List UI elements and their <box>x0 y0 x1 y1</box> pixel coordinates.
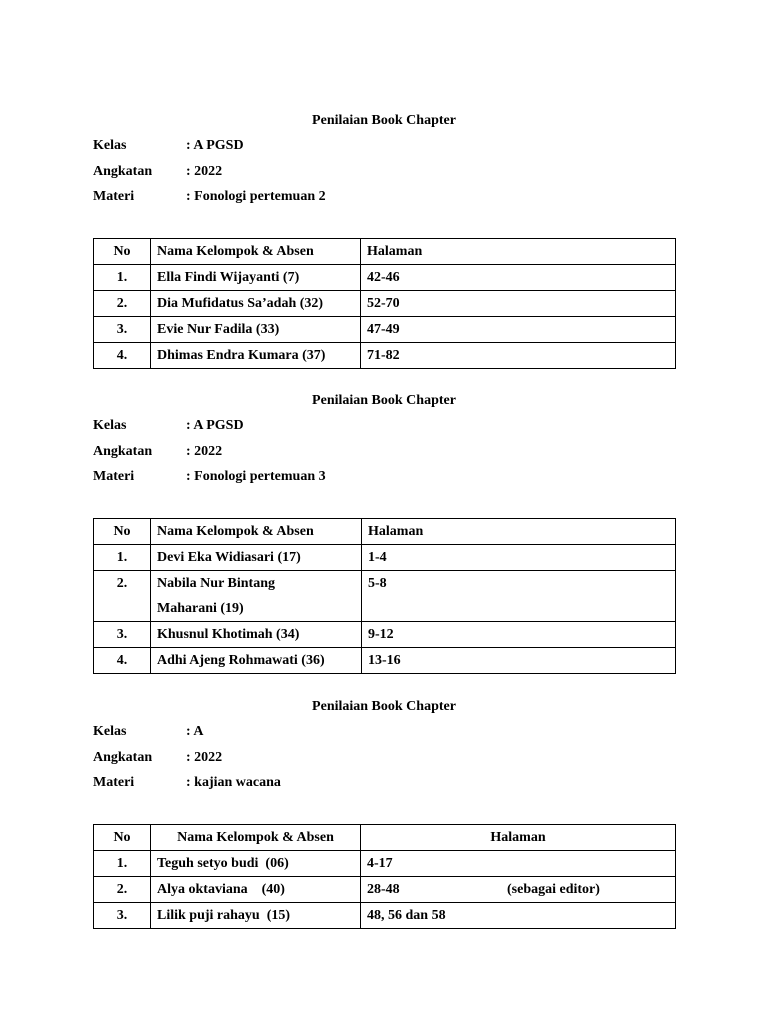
group-table <box>93 518 676 674</box>
row-pages: 52-70 <box>361 291 676 317</box>
angkatan-value: : 2022 <box>186 444 223 459</box>
table-row <box>94 343 676 369</box>
row-pages: 13-16 <box>362 648 676 674</box>
row-name: Alya oktaviana (40) <box>151 877 361 903</box>
row-name: Dhimas Endra Kumara (37) <box>151 343 361 369</box>
row-pages-cell <box>361 877 676 903</box>
row-name: Ella Findi Wijayanti (7) <box>151 265 361 291</box>
table-row <box>94 903 676 929</box>
header-pages: Halaman <box>361 825 676 851</box>
row-pages: 5-8 <box>362 571 676 622</box>
row-name: Devi Eka Widiasari (17) <box>151 545 362 571</box>
header-no: No <box>94 239 151 265</box>
table-row <box>94 622 676 648</box>
row-note: (sebagai editor) <box>507 882 600 897</box>
angkatan-label: Angkatan <box>93 164 153 179</box>
row-pages: 42-46 <box>361 265 676 291</box>
table-row <box>94 877 676 903</box>
row-pages: 28-48 <box>367 882 400 897</box>
angkatan-value: : 2022 <box>186 750 223 765</box>
kelas-label: Kelas <box>93 138 127 153</box>
row-no: 4. <box>94 648 151 674</box>
row-pages: 9-12 <box>362 622 676 648</box>
header-pages: Halaman <box>362 519 676 545</box>
table-row <box>94 851 676 877</box>
table-row <box>94 648 676 674</box>
section-title: Penilaian Book Chapter <box>312 393 456 408</box>
row-no: 1. <box>94 265 151 291</box>
materi-value: : Fonologi pertemuan 3 <box>186 469 326 484</box>
row-no: 3. <box>94 317 151 343</box>
row-no: 1. <box>94 851 151 877</box>
materi-value: : kajian wacana <box>186 775 281 790</box>
row-pages: 4-17 <box>367 856 393 871</box>
kelas-value: : A PGSD <box>186 138 244 153</box>
row-name: Adhi Ajeng Rohmawati (36) <box>151 648 362 674</box>
materi-label: Materi <box>93 469 135 484</box>
row-pages: 71-82 <box>361 343 676 369</box>
group-table <box>93 238 676 369</box>
angkatan-label: Angkatan <box>93 750 153 765</box>
header-no: No <box>94 519 151 545</box>
row-no: 2. <box>94 877 151 903</box>
row-name: Dia Mufidatus Sa’adah (32) <box>151 291 361 317</box>
header-pages: Halaman <box>361 239 676 265</box>
row-no: 4. <box>94 343 151 369</box>
table-row <box>94 291 676 317</box>
table-row <box>94 571 676 622</box>
table-row <box>94 265 676 291</box>
table-row <box>94 545 676 571</box>
kelas-value: : A PGSD <box>186 418 244 433</box>
row-name: Lilik puji rahayu (15) <box>151 903 361 929</box>
row-name: Nabila Nur Bintang Maharani (19) <box>151 571 362 622</box>
row-name: Teguh setyo budi (06) <box>151 851 361 877</box>
materi-value: : Fonologi pertemuan 2 <box>186 189 326 204</box>
row-no: 3. <box>94 622 151 648</box>
angkatan-label: Angkatan <box>93 444 153 459</box>
row-pages: 48, 56 dan 58 <box>367 908 446 923</box>
row-no: 2. <box>94 571 151 622</box>
row-no: 2. <box>94 291 151 317</box>
section-title: Penilaian Book Chapter <box>312 113 456 128</box>
row-no: 1. <box>94 545 151 571</box>
group-table <box>93 824 676 929</box>
table-row <box>94 317 676 343</box>
materi-label: Materi <box>93 775 135 790</box>
row-name: Khusnul Khotimah (34) <box>151 622 362 648</box>
table-header-row <box>94 825 676 851</box>
header-name: Nama Kelompok & Absen <box>151 239 361 265</box>
kelas-label: Kelas <box>93 724 127 739</box>
header-no: No <box>94 825 151 851</box>
table-header-row <box>94 519 676 545</box>
row-no: 3. <box>94 903 151 929</box>
row-pages-cell <box>361 903 676 929</box>
row-pages-cell <box>361 851 676 877</box>
kelas-label: Kelas <box>93 418 127 433</box>
angkatan-value: : 2022 <box>186 164 223 179</box>
kelas-value: : A <box>186 724 204 739</box>
row-pages: 47-49 <box>361 317 676 343</box>
row-pages: 1-4 <box>362 545 676 571</box>
materi-label: Materi <box>93 189 135 204</box>
row-name: Evie Nur Fadila (33) <box>151 317 361 343</box>
section-title: Penilaian Book Chapter <box>312 699 456 714</box>
table-header-row <box>94 239 676 265</box>
header-name: Nama Kelompok & Absen <box>151 825 361 851</box>
header-name: Nama Kelompok & Absen <box>151 519 362 545</box>
